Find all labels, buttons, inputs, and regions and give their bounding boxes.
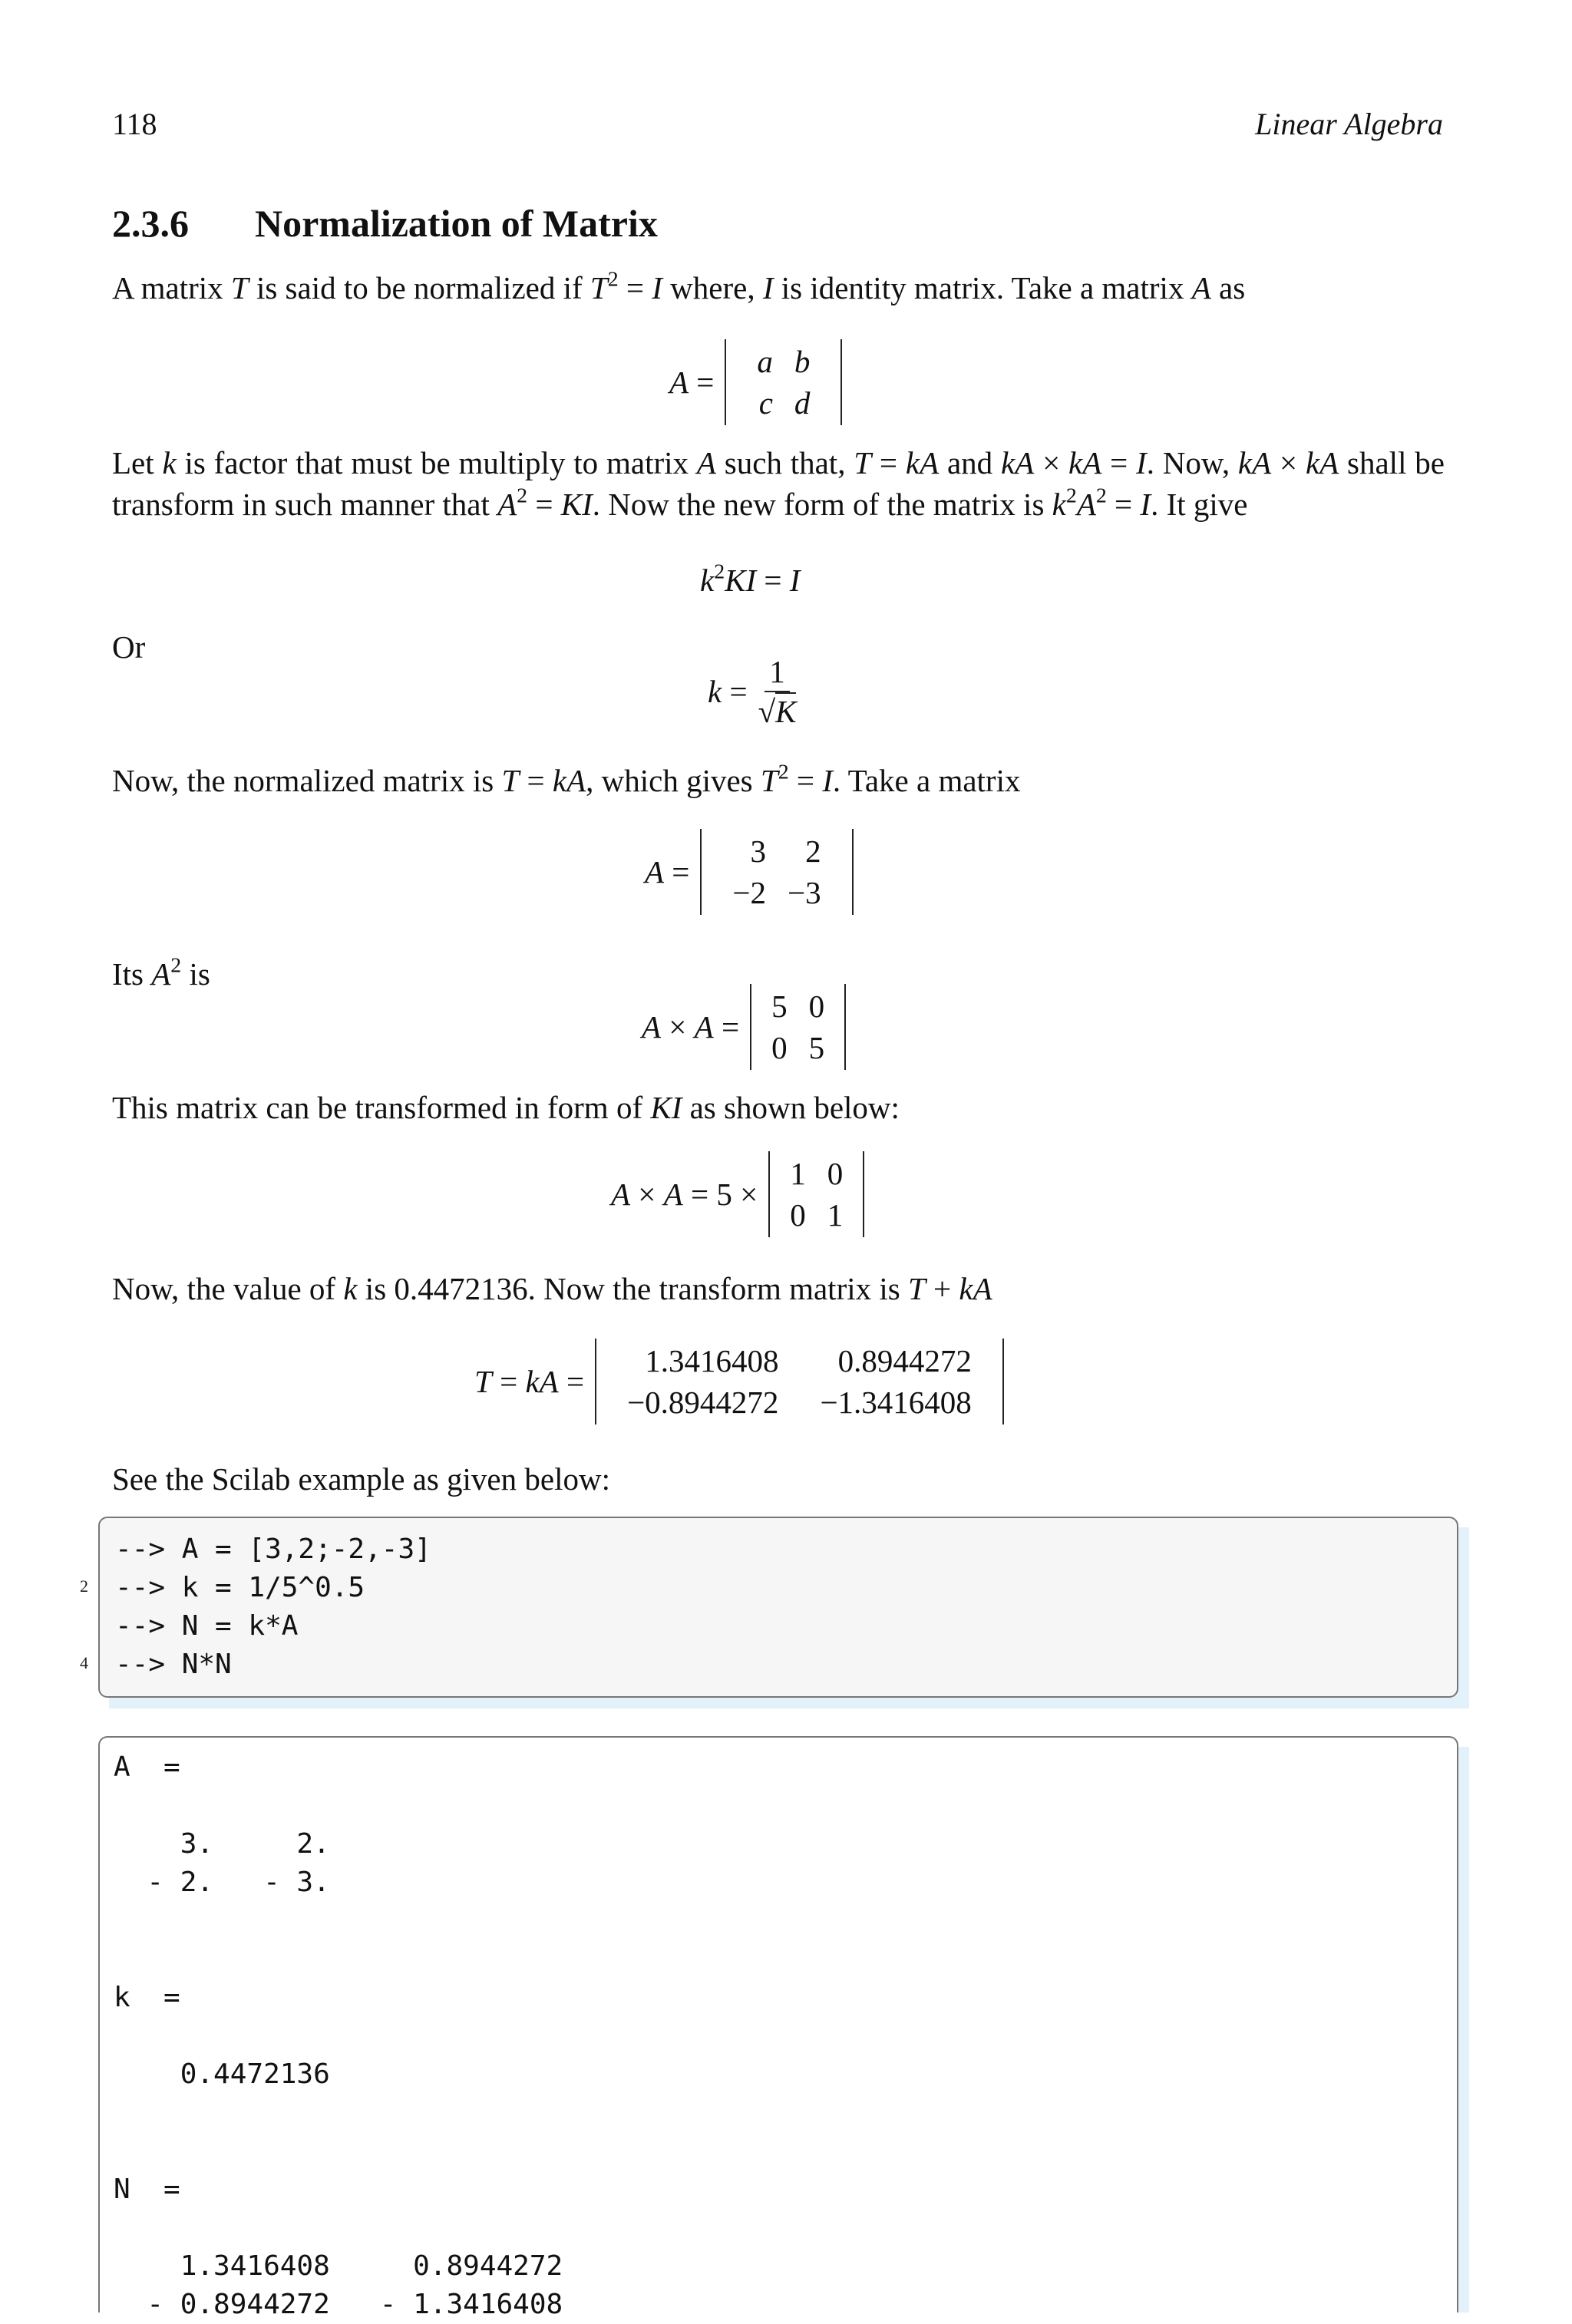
output-line: k =: [114, 1982, 180, 2013]
matrix-A: A = 3 2 −2 −3: [645, 829, 854, 915]
section-title: Normalization of Matrix: [255, 202, 658, 245]
output-line: 3. 2.: [114, 1828, 330, 1860]
console-output: [98, 1736, 1458, 2320]
output-line: - 0.8944272 - 1.3416408: [114, 2289, 563, 2320]
matrix-general: A = a b c d: [669, 339, 842, 425]
running-title: Linear Algebra: [1255, 107, 1443, 141]
text-its-a2: Its $A^2$ is: [112, 953, 210, 992]
section-number: 2.3.6: [112, 202, 189, 245]
output-line: A =: [114, 1751, 180, 1783]
output-line: [114, 2132, 1443, 2170]
output-line: [114, 2209, 1443, 2247]
paragraph-normalized: Now, the normalized matrix is T = kA, which gives $T^2 = I$. Take a matrix: [112, 760, 1021, 798]
output-line: [114, 1787, 1443, 1825]
paragraph-factor: Let k is factor that must be multiply to matrix A such that, T = kA and kA × kA = I. Now, kA × kA shall be transform in such manner that $A^2$ = KI. Now the new form of the matrix is $k^2A^2 = I$. It give: [112, 445, 1445, 522]
section-heading: [112, 201, 658, 246]
code-line: --> A = [3,2;-2,-3]: [115, 1533, 431, 1565]
output-line: [114, 1902, 1443, 1940]
output-line: 1.3416408 0.8944272: [114, 2250, 563, 2282]
page-number: 118: [112, 107, 157, 141]
output-line: [114, 1940, 1443, 1979]
code-line: --> N = k*A: [115, 1610, 299, 1642]
output-line: - 2. - 3.: [114, 1867, 330, 1898]
paragraph-transform-KI: This matrix can be transformed in form of KI as shown below:: [112, 1090, 900, 1125]
code-listing: [98, 1517, 1458, 1698]
paragraph-scilab-intro: See the Scilab example as given below:: [112, 1461, 610, 1497]
output-line: 0.4472136: [114, 2058, 330, 2090]
equation-k2KI: $k^2KI = I$: [700, 560, 801, 598]
matrix-A-squared: A × A = 5 0 0 5: [642, 984, 846, 1070]
output-line: [114, 2094, 1443, 2132]
code-line: --> k = 1/5^0.5: [115, 1572, 365, 1603]
equation-k-fraction: k = $\frac{1}{√K}$: [708, 654, 797, 729]
paragraph-k-value: Now, the value of k is 0.4472136. Now the transform matrix is T + kA: [112, 1271, 992, 1306]
paragraph-definition: A matrix T is said to be normalized if $T^2 = I$ where, I is identity matrix. Take a matrix A as: [112, 267, 1246, 305]
line-number: 2: [80, 1576, 88, 1596]
matrix-T: T = kA = 1.3416408 0.8944272 −0.8944272 −1.3416408: [474, 1339, 1004, 1424]
code-line: --> N*N: [115, 1649, 232, 1680]
output-line: N =: [114, 2174, 180, 2205]
matrix-identity: A × A = 5 × 1 0 0 1: [611, 1151, 864, 1237]
output-line: [114, 2017, 1443, 2055]
line-number: 4: [80, 1653, 88, 1672]
text-or: Or: [112, 629, 146, 665]
